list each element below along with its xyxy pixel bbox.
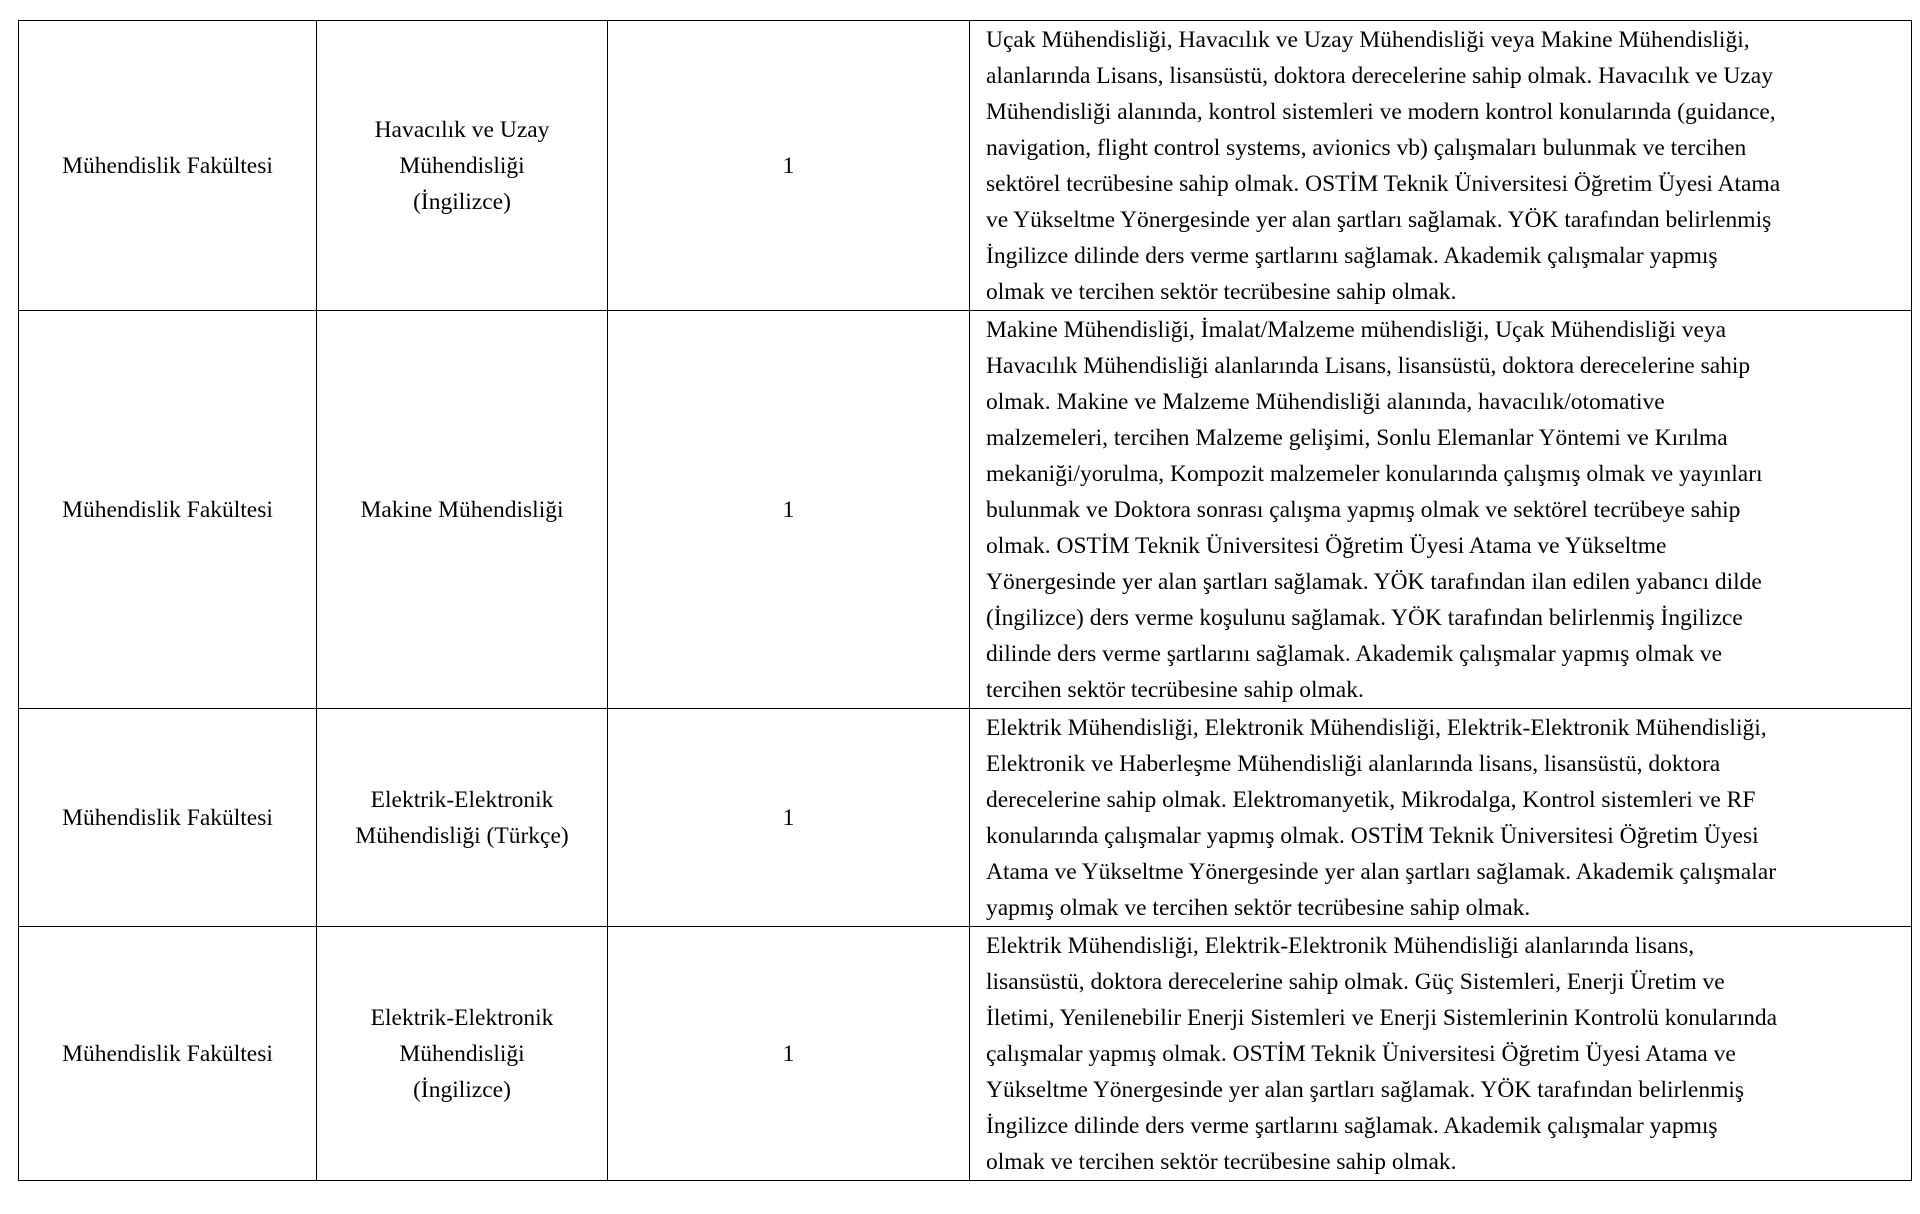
requirements-cell: Elektrik Mühendisliği, Elektronik Mühendisliği, Elektrik-Elektronik Mühendisliği, Elektronik ve Haberleşme Mühendisliği alanlarında lisans, lisansüstü, doktora derecelerine sahip olmak. Elektromanyetik, Mikrodalga, Kontrol sistemleri ve RF konularında çalışmalar yapmış olmak. OSTİM Teknik Üniversitesi Öğretim Üyesi Atama ve Yükseltme Yönergesinde yer alan şartları sağlamak. Akademik çalışmalar yapmış olmak ve tercihen sektör tecrübesine sahip olmak. bbox=[970, 709, 1912, 927]
position-count-cell: 1 bbox=[608, 311, 970, 709]
position-count-cell: 1 bbox=[608, 21, 970, 311]
department-cell: Elektrik-Elektronik Mühendisliği (İngilizce) bbox=[317, 927, 608, 1181]
table-row bbox=[19, 21, 1912, 311]
department-cell: Elektrik-Elektronik Mühendisliği (Türkçe) bbox=[317, 709, 608, 927]
requirements-cell: Elektrik Mühendisliği, Elektrik-Elektronik Mühendisliği alanlarında lisans, lisansüstü, doktora derecelerine sahip olmak. Güç Sistemleri, Enerji Üretim ve İletimi, Yenilenebilir Enerji Sistemleri ve Enerji Sistemlerinin Kontrolü konularında çalışmalar yapmış olmak. OSTİM Teknik Üniversitesi Öğretim Üyesi Atama ve Yükseltme Yönergesinde yer alan şartları sağlamak. YÖK tarafından belirlenmiş İngilizce dilinde ders verme şartlarını sağlamak. Akademik çalışmalar yapmış olmak ve tercihen sektör tecrübesine sahip olmak. bbox=[970, 927, 1912, 1181]
faculty-cell: Mühendislik Fakültesi bbox=[19, 927, 317, 1181]
table-body bbox=[19, 21, 1912, 1181]
table-row bbox=[19, 927, 1912, 1181]
faculty-cell: Mühendislik Fakültesi bbox=[19, 21, 317, 311]
faculty-cell: Mühendislik Fakültesi bbox=[19, 311, 317, 709]
table-row bbox=[19, 709, 1912, 927]
requirements-cell: Uçak Mühendisliği, Havacılık ve Uzay Mühendisliği veya Makine Mühendisliği, alanlarında Lisans, lisansüstü, doktora derecelerine sahip olmak. Havacılık ve Uzay Mühendisliği alanında, kontrol sistemleri ve modern kontrol konularında (guidance, navigation, flight control systems, avionics vb) çalışmaları bulunmak ve tercihen sektörel tecrübesine sahip olmak. OSTİM Teknik Üniversitesi Öğretim Üyesi Atama ve Yükseltme Yönergesinde yer alan şartları sağlamak. YÖK tarafından belirlenmiş İngilizce dilinde ders verme şartlarını sağlamak. Akademik çalışmalar yapmış olmak ve tercihen sektör tecrübesine sahip olmak. bbox=[970, 21, 1912, 311]
table-row bbox=[19, 311, 1912, 709]
position-count-cell: 1 bbox=[608, 709, 970, 927]
faculty-positions-table bbox=[18, 20, 1912, 1181]
requirements-cell: Makine Mühendisliği, İmalat/Malzeme mühendisliği, Uçak Mühendisliği veya Havacılık Mühendisliği alanlarında Lisans, lisansüstü, doktora derecelerine sahip olmak. Makine ve Malzeme Mühendisliği alanında, havacılık/otomative malzemeleri, tercihen Malzeme gelişimi, Sonlu Elemanlar Yöntemi ve Kırılma mekaniği/yorulma, Kompozit malzemeler konularında çalışmış olmak ve yayınları bulunmak ve Doktora sonrası çalışma yapmış olmak ve sektörel tecrübeye sahip olmak. OSTİM Teknik Üniversitesi Öğretim Üyesi Atama ve Yükseltme Yönergesinde yer alan şartları sağlamak. YÖK tarafından ilan edilen yabancı dilde (İngilizce) ders verme koşulunu sağlamak. YÖK tarafından belirlenmiş İngilizce dilinde ders verme şartlarını sağlamak. Akademik çalışmalar yapmış olmak ve tercihen sektör tecrübesine sahip olmak. bbox=[970, 311, 1912, 709]
faculty-cell: Mühendislik Fakültesi bbox=[19, 709, 317, 927]
department-cell: Havacılık ve Uzay Mühendisliği (İngilizce) bbox=[317, 21, 608, 311]
department-cell: Makine Mühendisliği bbox=[317, 311, 608, 709]
position-count-cell: 1 bbox=[608, 927, 970, 1181]
